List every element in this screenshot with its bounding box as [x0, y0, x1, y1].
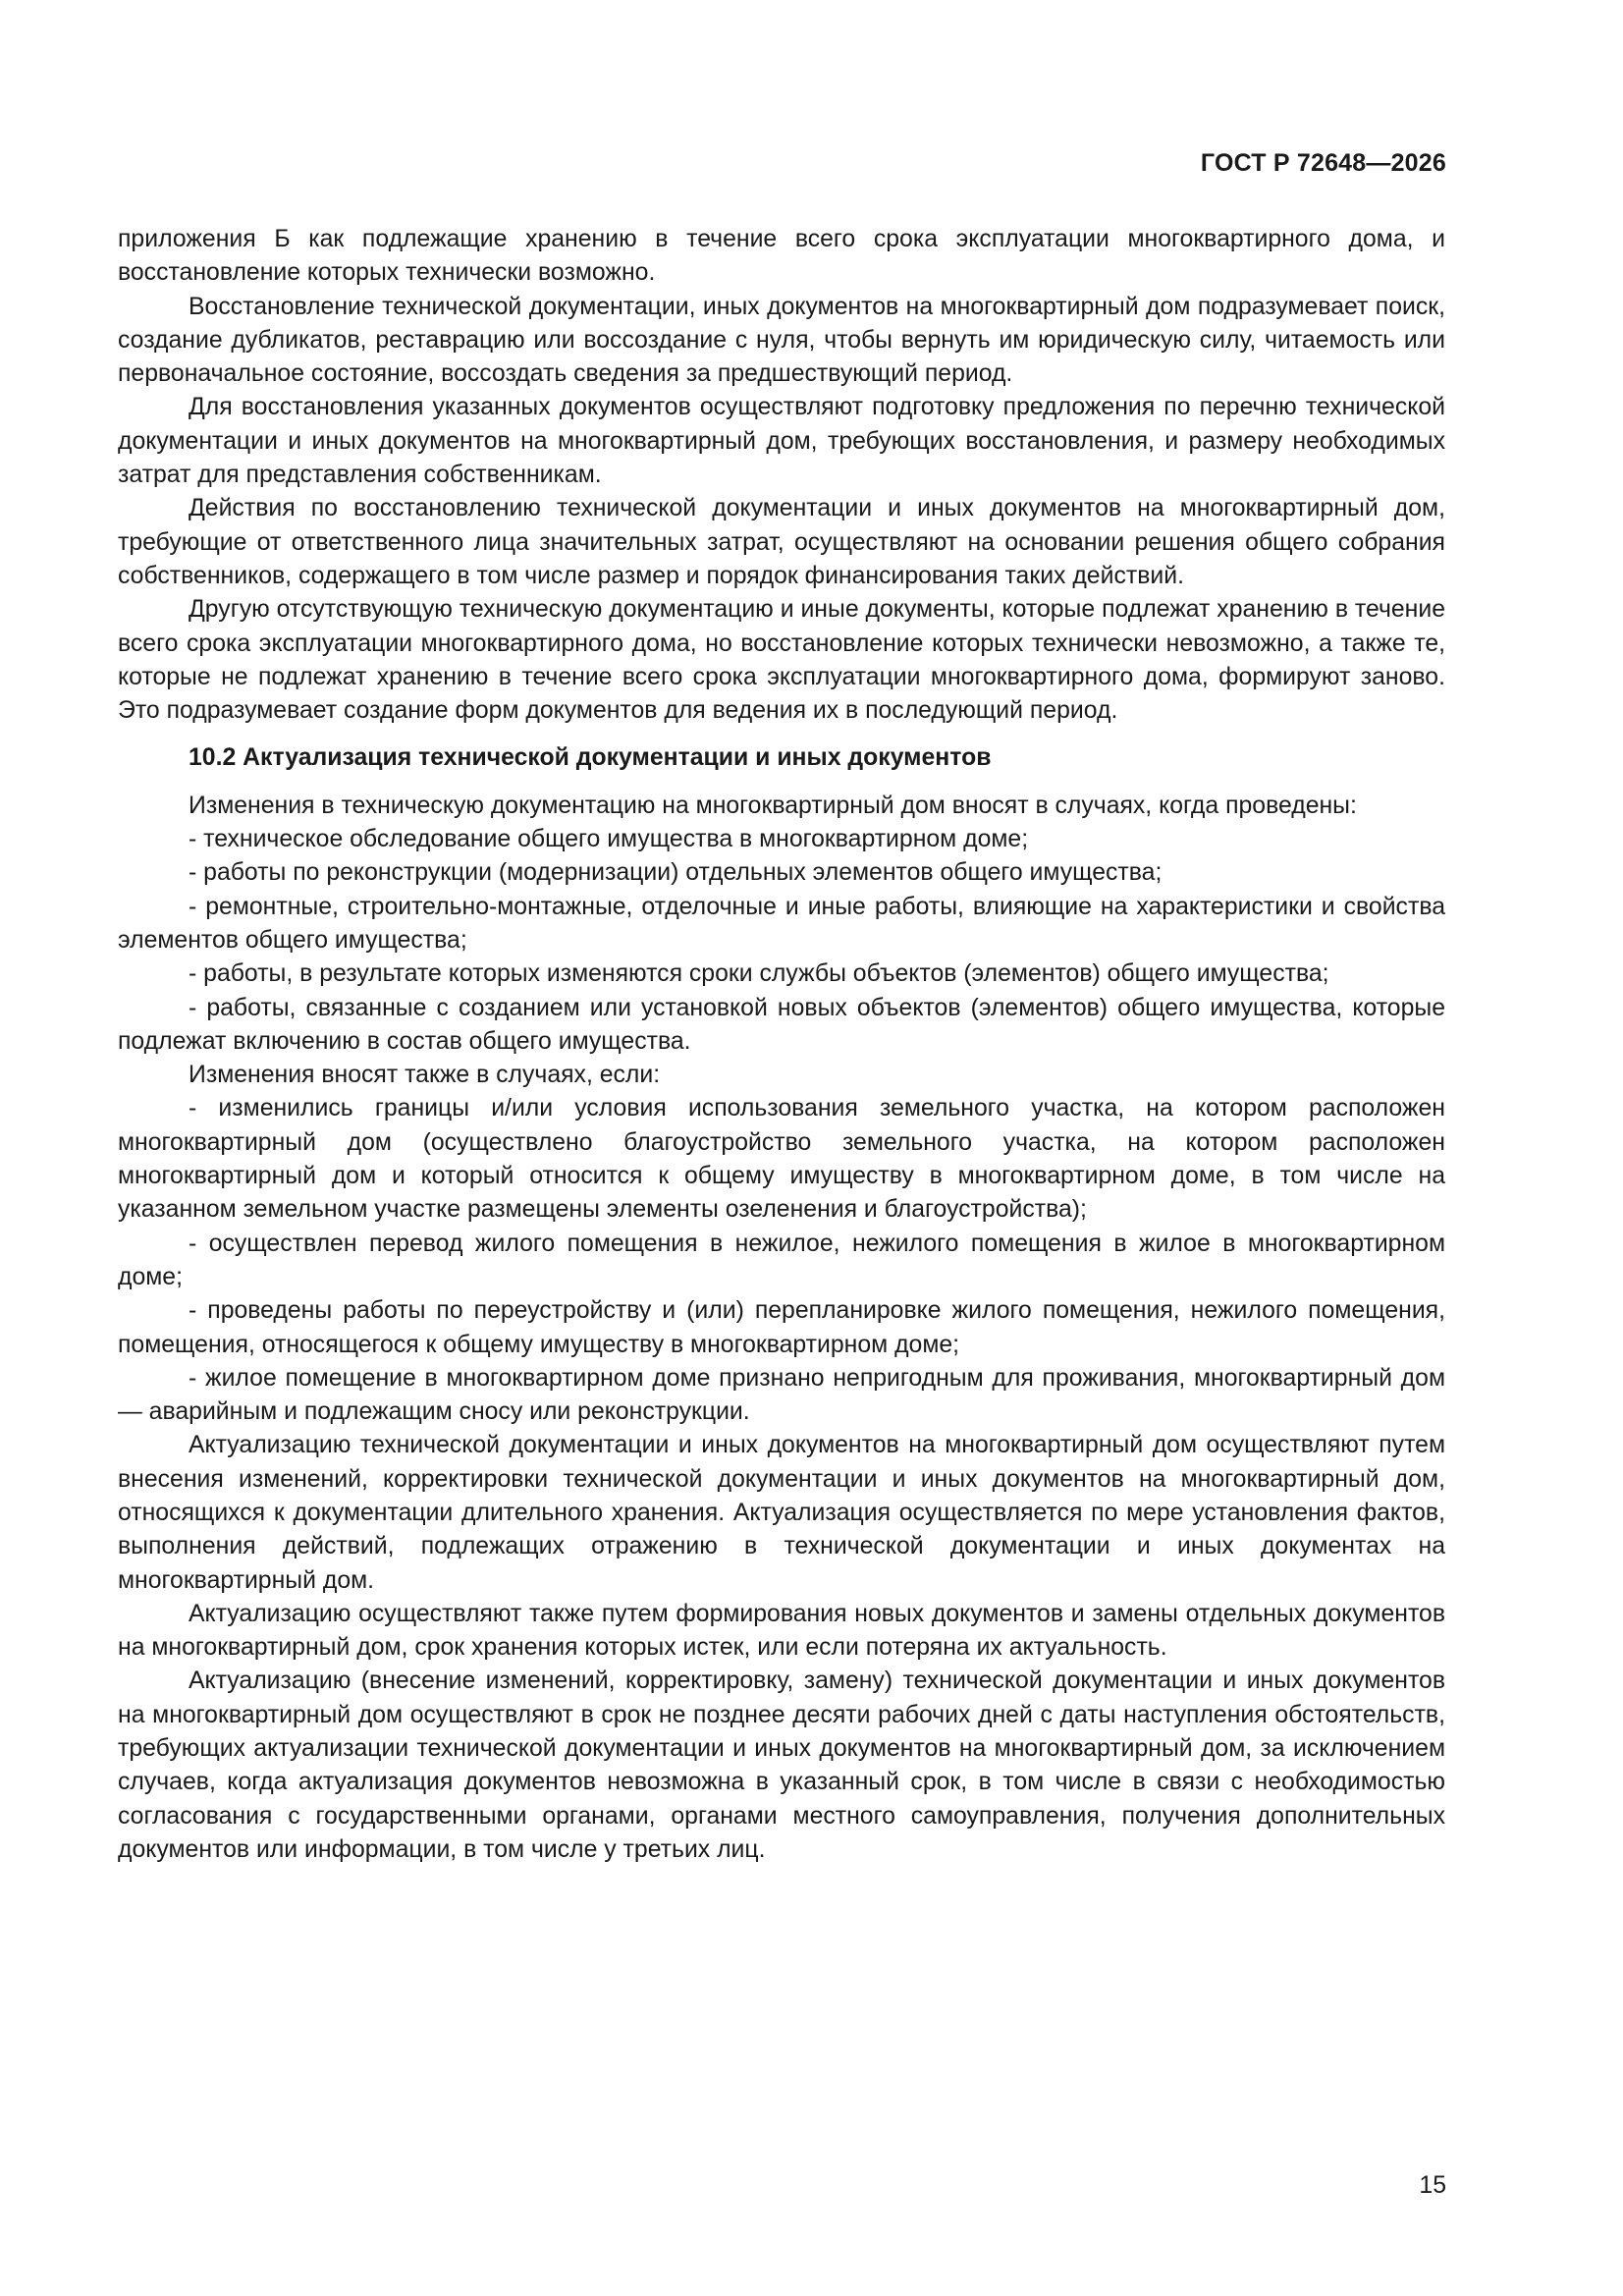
paragraph: Для восстановления указанных документов осуществляют подготовку предложения по перечню технической документации и иных документов на многоквартирный дом, требующих восстановления, и размеру необходимых затрат для представления собственникам. — [118, 394, 1445, 489]
paragraph: Восстановление технической документации, иных документов на многоквартирный дом подразумевает поиск, создание дубликатов, реставрацию или воссоздание с нуля, чтобы вернуть им юридическую силу, читаемость или первоначальное состояние, воссоздать сведения за предшествующий период. — [118, 293, 1445, 388]
list-item: - ремонтные, строительно-монтажные, отделочные и иные работы, влияющие на характеристики и свойства элементов общего имущества; — [118, 893, 1445, 954]
list-item: - жилое помещение в многоквартирном доме признано непригодным для проживания, многоквартирный дом — аварийным и подлежащим сносу или реконструкции. — [118, 1364, 1445, 1426]
list-item: - техническое обследование общего имущества в многоквартирном доме; — [189, 826, 1029, 853]
list-item: - работы, в результате которых изменяются сроки службы объектов (элементов) общего имущества; — [189, 960, 1329, 988]
paragraph: Изменения вносят также в случаях, если: — [189, 1062, 661, 1089]
list-item: - осуществлен перевод жилого помещения в нежилое, нежилого помещения в жилое в многоквартирном доме; — [118, 1230, 1445, 1290]
list-item: - работы, связанные с созданием или установкой новых объектов (элементов) общего имущества, которые подлежат включению в состав общего имущества. — [118, 994, 1445, 1055]
list-item: - проведены работы по переустройству и (или) перепланировке жилого помещения, нежилого помещения, помещения, относящегося к общему имуществу в многоквартирном доме; — [118, 1297, 1445, 1358]
paragraph: Актуализацию осуществляют также путем формирования новых документов и замены отдельных документов на многоквартирный дом, срок хранения которых истек, или если потеряна их актуальность. — [118, 1600, 1445, 1662]
paragraph-continuation: приложения Б как подлежащие хранению в течение всего срока эксплуатации многоквартирного дома, и восстановление которых технически возможно. — [118, 226, 1445, 287]
paragraph: Актуализацию технической документации и иных документов на многоквартирный дом осуществляют путем внесения изменений, корректировки технической документации и иных документов на многоквартирный дом, относящихся к документации длительного хранения. Актуализация осуществляется по мере установления фактов, выполнения действий, подлежащих отражению в технической документации и иных документах на многоквартирный дом. — [118, 1432, 1445, 1594]
paragraph: Актуализацию (внесение изменений, корректировку, замену) технической документации и иных документов на многоквартирный дом осуществляют в срок не позднее десяти рабочих дней с даты наступления обстоятельств, требующих актуализации технической документации и иных документов на многоквартирный дом, за исключением случаев, когда актуализация документов невозможна в указанный срок, в том числе в связи с необходимостью согласования с государственными органами, органами местного самоуправления, получения дополнительных документов или информации, в том числе у третьих лиц. — [118, 1667, 1445, 1863]
paragraph: Действия по восстановлению технической документации и иных документов на многоквартирный дом, требующие от ответственного лица значительных затрат, осуществляют на основании решения общего собрания собственников, содержащего в том числе размер и порядок финансирования таких действий. — [118, 495, 1445, 589]
paragraph: Другую отсутствующую техническую документацию и иные документы, которые подлежат хранению в течение всего срока эксплуатации многоквартирного дома, но восстановление которых технически невозможно, а также те, которые не подлежат хранению в течение всего срока эксплуатации многоквартирного дома, формируют заново. Это подразумевает создание форм документов для ведения их в последующий период. — [118, 596, 1445, 725]
list-item: - работы по реконструкции (модернизации) отдельных элементов общего имущества; — [189, 859, 1163, 887]
document-body — [118, 223, 1445, 1867]
page-number: 15 — [1419, 2172, 1446, 2199]
list-item: - изменились границы и/или условия использования земельного участка, на котором расположен многоквартирный дом (осуществлено благоустройство земельного участка, на котором расположен многоквартирный дом и который относится к общему имуществу в многоквартирном доме, в том числе на указанном земельном участке размещены элементы озеленения и благоустройства); — [118, 1095, 1445, 1224]
paragraph: Изменения в техническую документацию на многоквартирный дом вносят в случаях, когда проведены: — [189, 792, 1357, 819]
document-standard-id: ГОСТ Р 72648—2026 — [1200, 149, 1446, 177]
section-heading: 10.2 Актуализация технической документации и иных документов — [189, 744, 992, 772]
